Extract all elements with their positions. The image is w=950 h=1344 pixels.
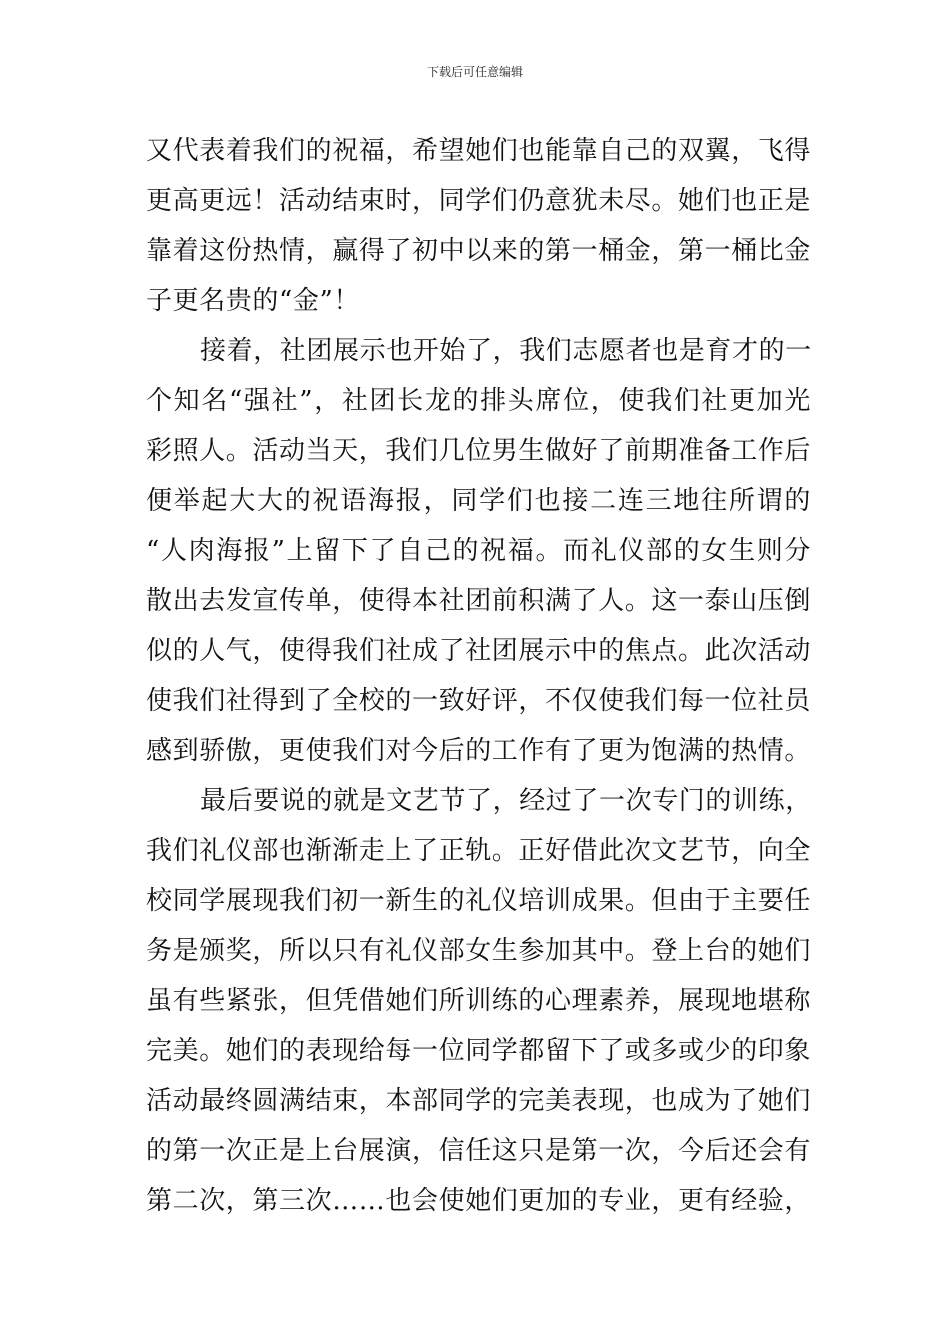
text-line: 似的人气，使得我们社成了社团展示中的焦点。此次活动 — [146, 636, 812, 666]
text-line: 的第一次正是上台展演，信任这只是第一次，今后还会有 — [146, 1136, 812, 1166]
text-line: 使我们社得到了全校的一致好评，不仅使我们每一位社员 — [146, 686, 812, 716]
text-line: 散出去发宣传单，使得本社团前积满了人。这一泰山压倒 — [146, 586, 812, 616]
text-line: “人肉海报”上留下了自己的祝福。而礼仪部的女生则分 — [146, 536, 811, 566]
paragraph-start-line: 接着，社团展示也开始了，我们志愿者也是育才的一 — [200, 336, 812, 366]
document-body — [146, 126, 811, 1226]
text-line: 更高更远！活动结束时，同学们仍意犹未尽。她们也正是 — [146, 186, 812, 216]
text-line: 个知名“强社”，社团长龙的排头席位，使我们社更加光 — [146, 386, 811, 416]
paragraph-start-line: 最后要说的就是文艺节了，经过了一次专门的训练， — [200, 786, 812, 816]
page-header-note: 下载后可任意编辑 — [426, 65, 523, 79]
text-line: 校同学展现我们初一新生的礼仪培训成果。但由于主要任 — [146, 886, 812, 916]
text-line: 便举起大大的祝语海报，同学们也接二连三地往所谓的 — [146, 486, 811, 516]
text-line: 活动最终圆满结束，本部同学的完美表现，也成为了她们 — [146, 1086, 812, 1116]
text-line: 子更名贵的“金”！ — [146, 286, 360, 316]
text-line: 完美。她们的表现给每一位同学都留下了或多或少的印象 — [146, 1036, 812, 1066]
text-line: 感到骄傲，更使我们对今后的工作有了更为饱满的热情。 — [146, 736, 812, 766]
text-line: 虽有些紧张，但凭借她们所训练的心理素养，展现地堪称 — [146, 986, 812, 1016]
text-line: 彩照人。活动当天，我们几位男生做好了前期准备工作后 — [146, 436, 812, 466]
text-line: 靠着这份热情，赢得了初中以来的第一桶金，第一桶比金 — [146, 236, 812, 266]
text-line: 我们礼仪部也渐渐走上了正轨。正好借此次文艺节，向全 — [146, 836, 812, 866]
text-line: 又代表着我们的祝福，希望她们也能靠自己的双翼，飞得 — [146, 136, 812, 166]
text-line: 务是颁奖，所以只有礼仪部女生参加其中。登上台的她们 — [146, 936, 812, 966]
text-line: 第二次，第三次……也会使她们更加的专业，更有经验， — [146, 1186, 812, 1216]
